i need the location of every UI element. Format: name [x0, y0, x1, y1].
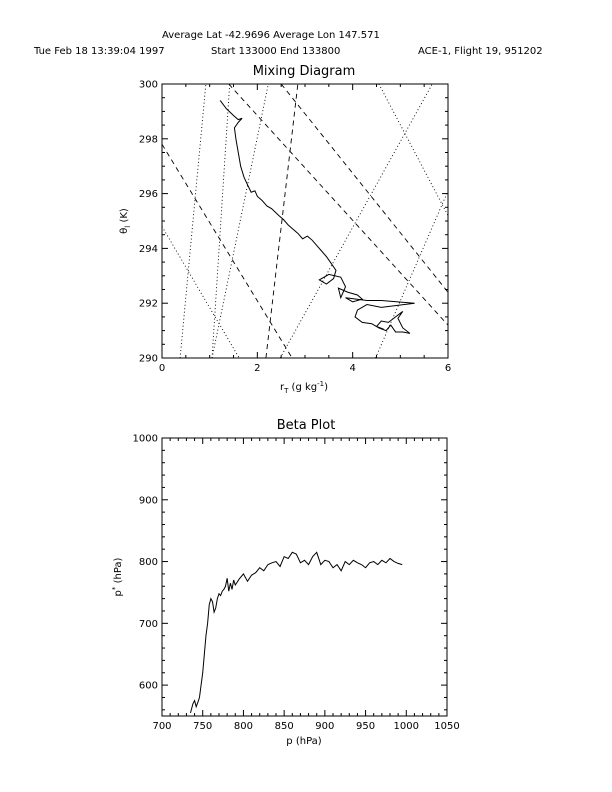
mixing-xlabel: $r_T$ (g $kg^{-1}$): [279, 380, 329, 395]
chart0-series-4-dotted-line: [280, 84, 432, 358]
chart1-series-0-solid-line: [191, 552, 403, 713]
chart0-series-11-dashed-line: [281, 84, 448, 292]
mixing-frame: [162, 84, 448, 358]
chart0-series-0-solid-line: [220, 100, 414, 333]
chart1-xtick-label: 850: [274, 721, 294, 732]
chart0-series-7-dotted-line: [379, 84, 448, 216]
chart0-ytick-label: 300: [138, 79, 158, 91]
beta-title: Beta Plot: [276, 418, 336, 433]
chart1-xtick-label: 950: [356, 721, 376, 732]
chart0-series-9-dashed-line: [162, 144, 292, 358]
chart0-ytick-label: 290: [138, 353, 158, 365]
beta-xlabel: p (hPa): [286, 736, 322, 747]
chart0-xtick-label: 0: [158, 363, 166, 374]
chart1-xtick-label: 750: [193, 721, 213, 732]
header-date: Tue Feb 18 13:39:04 1997: [34, 46, 165, 57]
chart1-xtick-label: 800: [233, 721, 253, 732]
chart0-series-6-dotted-line: [162, 226, 239, 358]
chart1-xtick-label: 700: [152, 721, 172, 732]
beta-axes: [133, 434, 460, 733]
chart0-ytick-label: 296: [138, 189, 158, 201]
chart0-series-1-dotted-line: [180, 84, 206, 358]
chart1-ytick-label: 600: [138, 680, 158, 692]
chart0-series-5-dotted-line: [376, 191, 448, 358]
chart0-series-8-dashed-line: [266, 84, 298, 358]
chart1-ytick-label: 800: [138, 557, 158, 569]
chart0-ytick-label: 292: [138, 298, 158, 310]
beta-frame: [162, 438, 447, 716]
chart1-xtick-label: 1000: [393, 721, 420, 732]
beta-plot-area: [191, 552, 403, 713]
beta-ylabel: p* (hPa): [111, 557, 124, 597]
mixing-axes: [139, 80, 451, 375]
mixing-title: Mixing Diagram: [252, 64, 356, 79]
chart1-ytick-label: 700: [138, 618, 158, 630]
chart0-xtick-label: 6: [444, 363, 452, 374]
header-flight: ACE-1, Flight 19, 951202: [418, 46, 543, 57]
chart1-ytick-label: 1000: [132, 433, 158, 445]
header-time-range: Start 133000 End 133800: [211, 46, 341, 57]
chart1-xtick-label: 1050: [434, 721, 460, 732]
mixing-plot-area: [162, 84, 448, 358]
chart0-ytick-label: 294: [138, 243, 158, 255]
chart1-ytick-label: 900: [138, 495, 158, 507]
header-position: Average Lat -42.9696 Average Lon 147.571: [162, 30, 380, 41]
chart0-xtick-label: 2: [254, 363, 261, 374]
mixing-ylabel: $\theta_l$ (K): [119, 208, 132, 234]
chart0-xtick-label: 4: [349, 363, 356, 374]
chart1-xtick-label: 900: [315, 721, 335, 732]
chart0-ytick-label: 298: [138, 134, 158, 146]
